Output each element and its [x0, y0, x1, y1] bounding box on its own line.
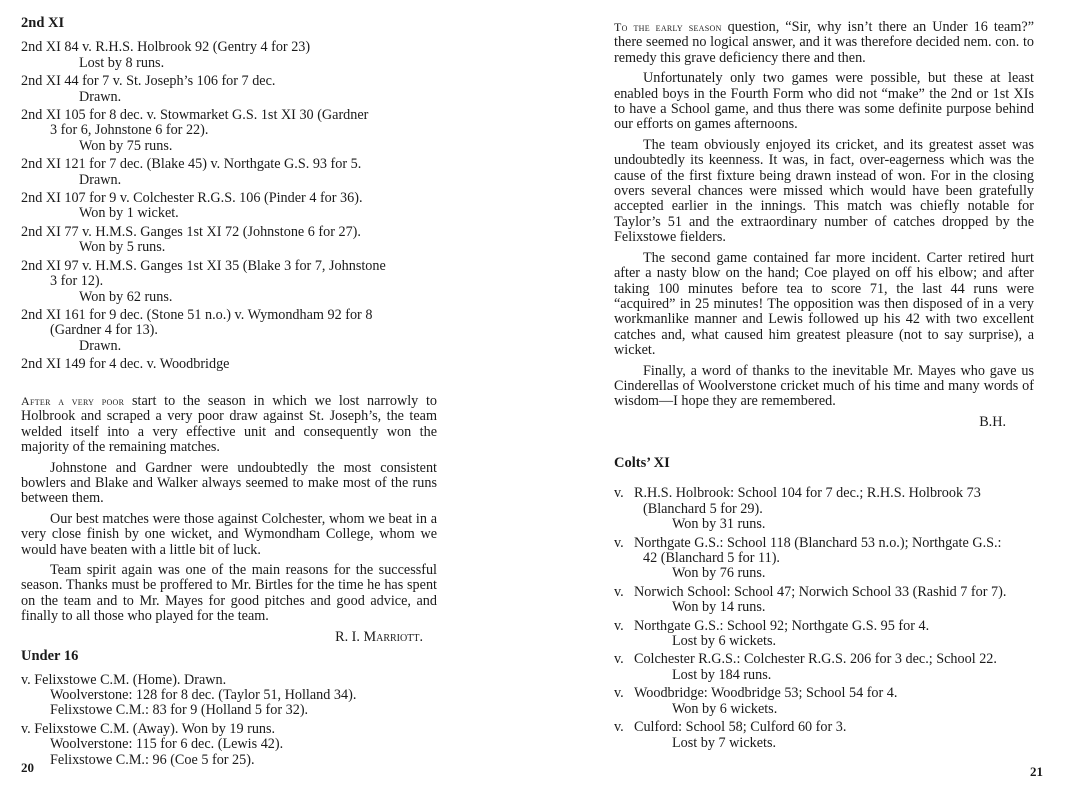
report-paragraph: Our best matches were those against Colchester, whom we beat in a very close finish by one wicket, and Wymondham College, whom we would have beaten with a little bit of luck. — [21, 510, 437, 558]
match-entry — [614, 585, 1034, 616]
match-prefix: v. — [614, 651, 624, 668]
report-signature: B.H. — [979, 413, 1006, 430]
match-result: Drawn. — [79, 88, 122, 105]
under-16-heading: Under 16 — [21, 648, 79, 665]
match-entry — [21, 74, 437, 105]
match-result: Lost by 8 runs. — [79, 54, 165, 71]
match-entry — [614, 536, 1034, 582]
match-entry — [21, 357, 437, 372]
match-detail: Felixstowe C.M.: 96 (Coe 5 for 25). — [50, 751, 255, 768]
match-text: Woodbridge: Woodbridge 53; School 54 for 4. — [634, 685, 898, 702]
match-detail: Felixstowe C.M.: 83 for 9 (Holland 5 for 32). — [50, 702, 309, 719]
match-line — [614, 720, 1034, 735]
match-detail: Woolverstone: 115 for 6 dec. (Lewis 42). — [50, 736, 284, 753]
second-xi-report — [21, 394, 437, 771]
under-16-report — [614, 20, 1034, 434]
match-line: 2nd XI 107 for 9 v. Colchester R.G.S. 106 (Pinder 4 for 36). — [21, 190, 363, 207]
match-text: Northgate G.S.: School 118 (Blanchard 53 n.o.); Northgate G.S.: — [634, 534, 1002, 551]
match-line: v. Felixstowe C.M. (Away). Won by 19 runs. — [21, 720, 276, 737]
match-text: Colchester R.G.S.: Colchester R.G.S. 206 for 3 dec.; School 22. — [634, 651, 997, 668]
second-xi-section — [21, 16, 437, 376]
match-entry — [21, 259, 437, 305]
match-text: Culford: School 58; Culford 60 for 3. — [634, 719, 847, 736]
colts-xi-heading: Colts’ XI — [614, 455, 670, 471]
match-result: Lost by 7 wickets. — [672, 734, 777, 751]
match-line — [614, 536, 1034, 551]
match-entry — [21, 40, 437, 71]
match-result: Won by 76 runs. — [672, 565, 766, 582]
match-line: 2nd XI 149 for 4 dec. v. Woodbridge — [21, 356, 230, 373]
match-result: Lost by 6 wickets. — [672, 633, 777, 650]
match-text: R.H.S. Holbrook: School 104 for 7 dec.; R.H.S. Holbrook 73 — [634, 485, 981, 502]
match-entry — [21, 722, 437, 768]
match-prefix: v. — [614, 583, 624, 600]
match-line: 2nd XI 121 for 7 dec. (Blake 45) v. Northgate G.S. 93 for 5. — [21, 156, 362, 173]
match-entry — [21, 308, 437, 354]
report-lead-in: To the early season — [614, 20, 722, 34]
match-continuation: 3 for 6, Johnstone 6 for 22). — [50, 122, 209, 139]
match-result: Drawn. — [79, 337, 122, 354]
second-xi-heading: 2nd XI — [21, 15, 65, 31]
match-line — [614, 585, 1034, 600]
match-line: 2nd XI 44 for 7 v. St. Joseph’s 106 for 7 dec. — [21, 73, 276, 90]
match-prefix: v. — [614, 534, 624, 551]
match-entry — [21, 673, 437, 719]
match-continuation: (Blanchard 5 for 29). — [643, 500, 763, 517]
match-line: 2nd XI 105 for 8 dec. v. Stowmarket G.S. 1st XI 30 (Gardner — [21, 107, 369, 124]
match-entry — [21, 225, 437, 256]
report-lead-in: After a very poor — [21, 394, 125, 408]
match-prefix: v. — [614, 617, 624, 634]
match-line — [614, 686, 1034, 701]
colts-xi-results — [614, 486, 1034, 751]
match-entry — [614, 686, 1034, 717]
match-entry — [614, 720, 1034, 751]
match-entry — [21, 191, 437, 222]
match-result: Won by 14 runs. — [672, 599, 766, 616]
match-result: Won by 31 runs. — [672, 516, 766, 533]
match-line — [614, 486, 1034, 501]
report-paragraph: Unfortunately only two games were possible, but these at least enabled boys in the Fourth Form who did not “make” the 2nd or 1st XIs to have a School game, and thus there was some definite purpose behind our efforts on games afternoons. — [614, 70, 1034, 133]
match-line — [614, 652, 1034, 667]
match-entry — [21, 108, 437, 154]
right-page — [540, 0, 1073, 800]
match-result: Drawn. — [79, 171, 122, 188]
match-continuation: 3 for 12). — [50, 273, 104, 290]
match-line: 2nd XI 161 for 9 dec. (Stone 51 n.o.) v. Wymondham 92 for 8 — [21, 306, 373, 323]
match-line: 2nd XI 77 v. H.M.S. Ganges 1st XI 72 (Johnstone 6 for 27). — [21, 223, 361, 240]
match-prefix: v. — [614, 719, 624, 736]
match-result: Won by 75 runs. — [79, 137, 173, 154]
match-text: Northgate G.S.: School 92; Northgate G.S. 95 for 4. — [634, 617, 930, 634]
match-detail: Woolverstone: 128 for 8 dec. (Taylor 51, Holland 34). — [50, 686, 357, 703]
report-paragraph: Team spirit again was one of the main reasons for the successful season. Thanks must be proffered to Mr. Birtles for the time he has spent on the team and to Mr. Mayes for good pitches and good advice, and finally to all those who played for the team. — [21, 562, 437, 625]
match-prefix: v. — [614, 485, 624, 502]
report-paragraph: The team obviously enjoyed its cricket, and its greatest asset was undoubtedly its keenness. It was, in fact, over-eagerness which was the cause of the first fixture being drawn instead of won. For in the closing overs several chances were missed which would have been gratefully accepted earlier in the innings. This match was chiefly notable for Taylor’s 51 and the extraordinary number of catches dropped by the Felixstowe fielders. — [614, 136, 1034, 246]
match-entry — [614, 486, 1034, 532]
report-signature: R. I. Marriott. — [335, 628, 423, 645]
report-paragraph: Finally, a word of thanks to the inevitable Mr. Mayes who gave us Cinderellas of Woolverstone cricket much of his time and many words of wisdom—I hope they are remembered. — [614, 362, 1034, 410]
report-paragraph: The second game contained far more incident. Carter retired hurt after a nasty blow on the hand; Coe played on off his elbow; and after taking 100 minutes before tea to score 71, the last 44 runs were “acquired” in 25 minutes! The opposition was then disposed of in a very workmanlike manner and Lewis followed up his 42 with two excellent catches and, what caused him greatest pleasure (not to say surprise), a wicket. — [614, 249, 1034, 359]
page-number-left: 20 — [21, 760, 34, 775]
report-paragraph: Johnstone and Gardner were undoubtedly the most consistent bowlers and Blake and Walker always seemed to make most of the runs between them. — [21, 459, 437, 507]
under-16-results — [21, 673, 437, 768]
report-paragraph: After a very poor start to the season in which we lost narrowly to Holbrook and scraped a very poor draw against St. Joseph’s, the team welded itself into a very effective unit and consequently won the majority of the remaining matches. — [21, 393, 438, 456]
match-text: Norwich School: School 47; Norwich School 33 (Rashid 7 for 7). — [634, 583, 1007, 600]
match-continuation: 42 (Blanchard 5 for 11). — [643, 550, 780, 567]
second-xi-results — [21, 40, 437, 372]
match-result: Won by 1 wicket. — [79, 205, 179, 222]
page-number-right: 21 — [1030, 764, 1043, 779]
match-continuation: (Gardner 4 for 13). — [50, 322, 158, 339]
match-line: 2nd XI 97 v. H.M.S. Ganges 1st XI 35 (Blake 3 for 7, Johnstone — [21, 257, 386, 274]
match-result: Lost by 184 runs. — [672, 666, 772, 683]
colts-xi-section — [614, 456, 1034, 754]
match-line — [614, 619, 1034, 634]
match-entry — [614, 619, 1034, 650]
match-entry — [21, 157, 437, 188]
match-line: v. Felixstowe C.M. (Home). Drawn. — [21, 671, 227, 688]
match-result: Won by 6 wickets. — [672, 700, 778, 717]
match-result: Won by 5 runs. — [79, 239, 166, 256]
report-paragraph: To the early season question, “Sir, why isn’t there an Under 16 team?” there seemed no logical answer, and it was therefore decided nem. con. to remedy this grave deficiency there and then. — [614, 19, 1034, 66]
match-result: Won by 62 runs. — [79, 288, 173, 305]
match-line: 2nd XI 84 v. R.H.S. Holbrook 92 (Gentry 4 for 23) — [21, 39, 311, 56]
match-entry — [614, 652, 1034, 683]
match-prefix: v. — [614, 685, 624, 702]
